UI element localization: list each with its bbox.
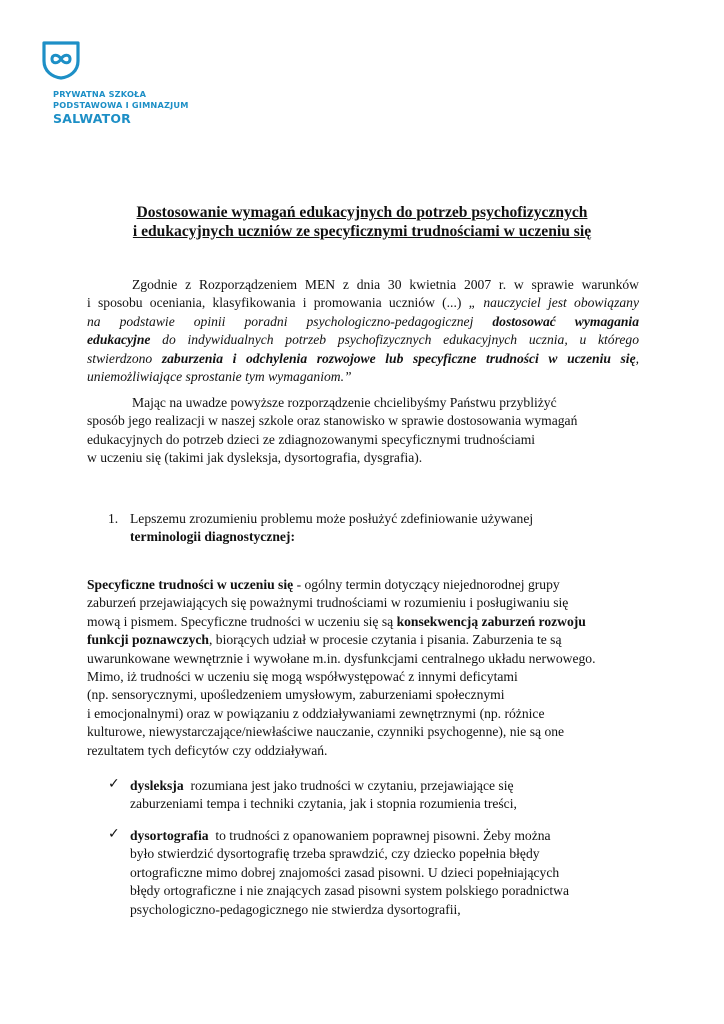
title-line-2: i edukacyjnych uczniów ze specyficznymi trudnościami w uczeniu się	[132, 223, 592, 240]
intro-text: i sposobu oceniania, klasyfikowania i promowania uczniów (...)	[87, 295, 469, 311]
shield-infinity-icon	[40, 40, 82, 80]
intro-line-2	[87, 294, 639, 312]
definition-line-5: uwarunkowane wewnętrznie i wywołane m.in. dysfunkcjami centralnego układu nerwowego.	[87, 650, 596, 666]
title-line-1: Dostosowanie wymagań edukacyjnych do potrzeb psychofizycznych	[136, 204, 588, 221]
definition-text: , biorących udział w procesie czytania i pisania. Zaburzenia te są	[208, 632, 562, 648]
para2-line-3: edukacyjnych do potrzeb dzieci ze zdiagnozowanymi specyficznymi trudnościami	[87, 431, 536, 447]
dysortografia-line-3: ortograficzne mimo dobrej znajomości zasad pisowni. U dzieci popełniających	[130, 864, 560, 880]
dysortografia-line-1	[130, 827, 569, 845]
dysleksja-text: rozumiana jest jako trudności w czytaniu, przejawiające się	[183, 778, 514, 793]
list-number-1: 1.	[108, 511, 119, 526]
dysortografia-line-4: błędy ortograficzne i nie znających zasad pisowni system polskiego poradnictwa	[130, 883, 570, 899]
definition-line-6: Mimo, iż trudności w uczeniu się mogą współwystępować z innymi deficytami	[87, 669, 518, 685]
intro-quote-start: „ nauczyciel jest obowiązany	[468, 295, 639, 311]
intro-line-5	[87, 350, 639, 368]
para2-line-4: w uczeniu się (takimi jak dysleksja, dysortografia, dysgrafia).	[87, 450, 423, 466]
logo-line-1: PRYWATNA SZKOŁA	[53, 89, 147, 99]
school-logo	[40, 40, 240, 126]
definition-line-4	[87, 631, 639, 649]
dysleksja-line-1	[130, 777, 517, 795]
definition-line-8: i emocjonalnymi) oraz w powiązaniu z oddziaływaniami zewnętrznymi (np. różnice	[87, 705, 545, 721]
intro-text: do indywidualnych potrzeb psychofizycznych edukacyjnych ucznia, u którego	[150, 332, 639, 348]
list-item-1-line-2: terminologii diagnostycznej:	[130, 529, 295, 545]
checkmark-icon: ✓	[108, 776, 120, 792]
intro-text: stwierdzono	[87, 350, 162, 366]
definition-term: Specyficzne trudności w uczeniu się	[87, 577, 294, 592]
definition-line-10: rezultatem tych deficytów czy oddziaływań.	[87, 742, 328, 758]
dysleksja-term: dysleksja	[130, 778, 184, 793]
para2-line-2: sposób jego realizacji w naszej szkole oraz stanowisko w sprawie dostosowania wymagań	[87, 413, 578, 429]
bullet-dysleksja	[130, 777, 517, 814]
list-item-1	[130, 510, 533, 547]
document-title	[0, 203, 724, 241]
dysortografia-term: dysortografia	[130, 828, 209, 843]
definition-emphasis: funkcji poznawczych	[87, 632, 209, 648]
definition-line-3	[87, 613, 639, 631]
intro-line-6: uniemożliwiające sprostanie tym wymaganiom.”	[87, 369, 352, 385]
intro-emphasis: edukacyjne	[87, 332, 151, 348]
intro-text: na podstawie opinii poradni psychologiczno-pedagogicznej	[87, 313, 493, 329]
list-item-1-line-1: Lepszemu zrozumieniu problemu może posłużyć zdefiniowanie używanej	[130, 511, 534, 526]
para2-line-1: Mając na uwadze powyższe rozporządzenie chcielibyśmy Państwu przybliżyć	[132, 395, 557, 410]
dysortografia-line-5: psychologiczno-pedagogicznego nie stwierdza dysortografii,	[130, 901, 461, 917]
second-paragraph	[87, 394, 639, 468]
definition-line-2: zaburzeń przejawiających się poważnymi trudnościami w rozumieniu i posługiwaniu się	[87, 595, 569, 611]
definition-line-9: kulturowe, niewystarczające/niewłaściwe nauczanie, czynniki psychogenne), nie są one	[87, 724, 565, 740]
intro-line-3	[87, 313, 639, 331]
intro-paragraph	[87, 276, 639, 386]
intro-emphasis: zaburzenia i odchylenia rozwojowe lub specyficzne trudności w uczeniu się	[161, 350, 636, 366]
definition-text: mową i pismem. Specyficzne trudności w uczeniu się są	[87, 613, 397, 629]
dysortografia-line-2: było stwierdzić dysortografię trzeba sprawdzić, czy dziecko popełnia błędy	[130, 846, 540, 862]
dysortografia-text: to trudności z opanowaniem poprawnej pisowni. Żeby można	[208, 828, 551, 843]
logo-line-3: SALWATOR	[53, 111, 131, 126]
intro-text: ,	[635, 350, 640, 366]
intro-line-4	[87, 331, 639, 349]
definition-text: - ogólny termin dotyczący niejednorodnej grupy	[293, 577, 560, 592]
definition-paragraph	[87, 576, 639, 760]
dysleksja-line-2: zaburzeniami tempa i techniki czytania, jak i stopnia rozumienia treści,	[130, 796, 517, 812]
definition-line-7: (np. sensorycznymi, upośledzeniem umysłowym, zaburzeniami społecznymi	[87, 687, 505, 703]
definition-line-1	[87, 576, 639, 594]
bullet-dysortografia	[130, 827, 569, 919]
intro-line-1: Zgodnie z Rozporządzeniem MEN z dnia 30 kwietnia 2007 r. w sprawie warunków	[132, 277, 639, 292]
definition-emphasis: konsekwencją zaburzeń rozwoju	[396, 613, 586, 629]
checkmark-icon: ✓	[108, 826, 120, 842]
intro-emphasis: dostosować wymagania	[492, 313, 639, 329]
logo-line-2: PODSTAWOWA I GIMNAZJUM	[53, 100, 189, 110]
